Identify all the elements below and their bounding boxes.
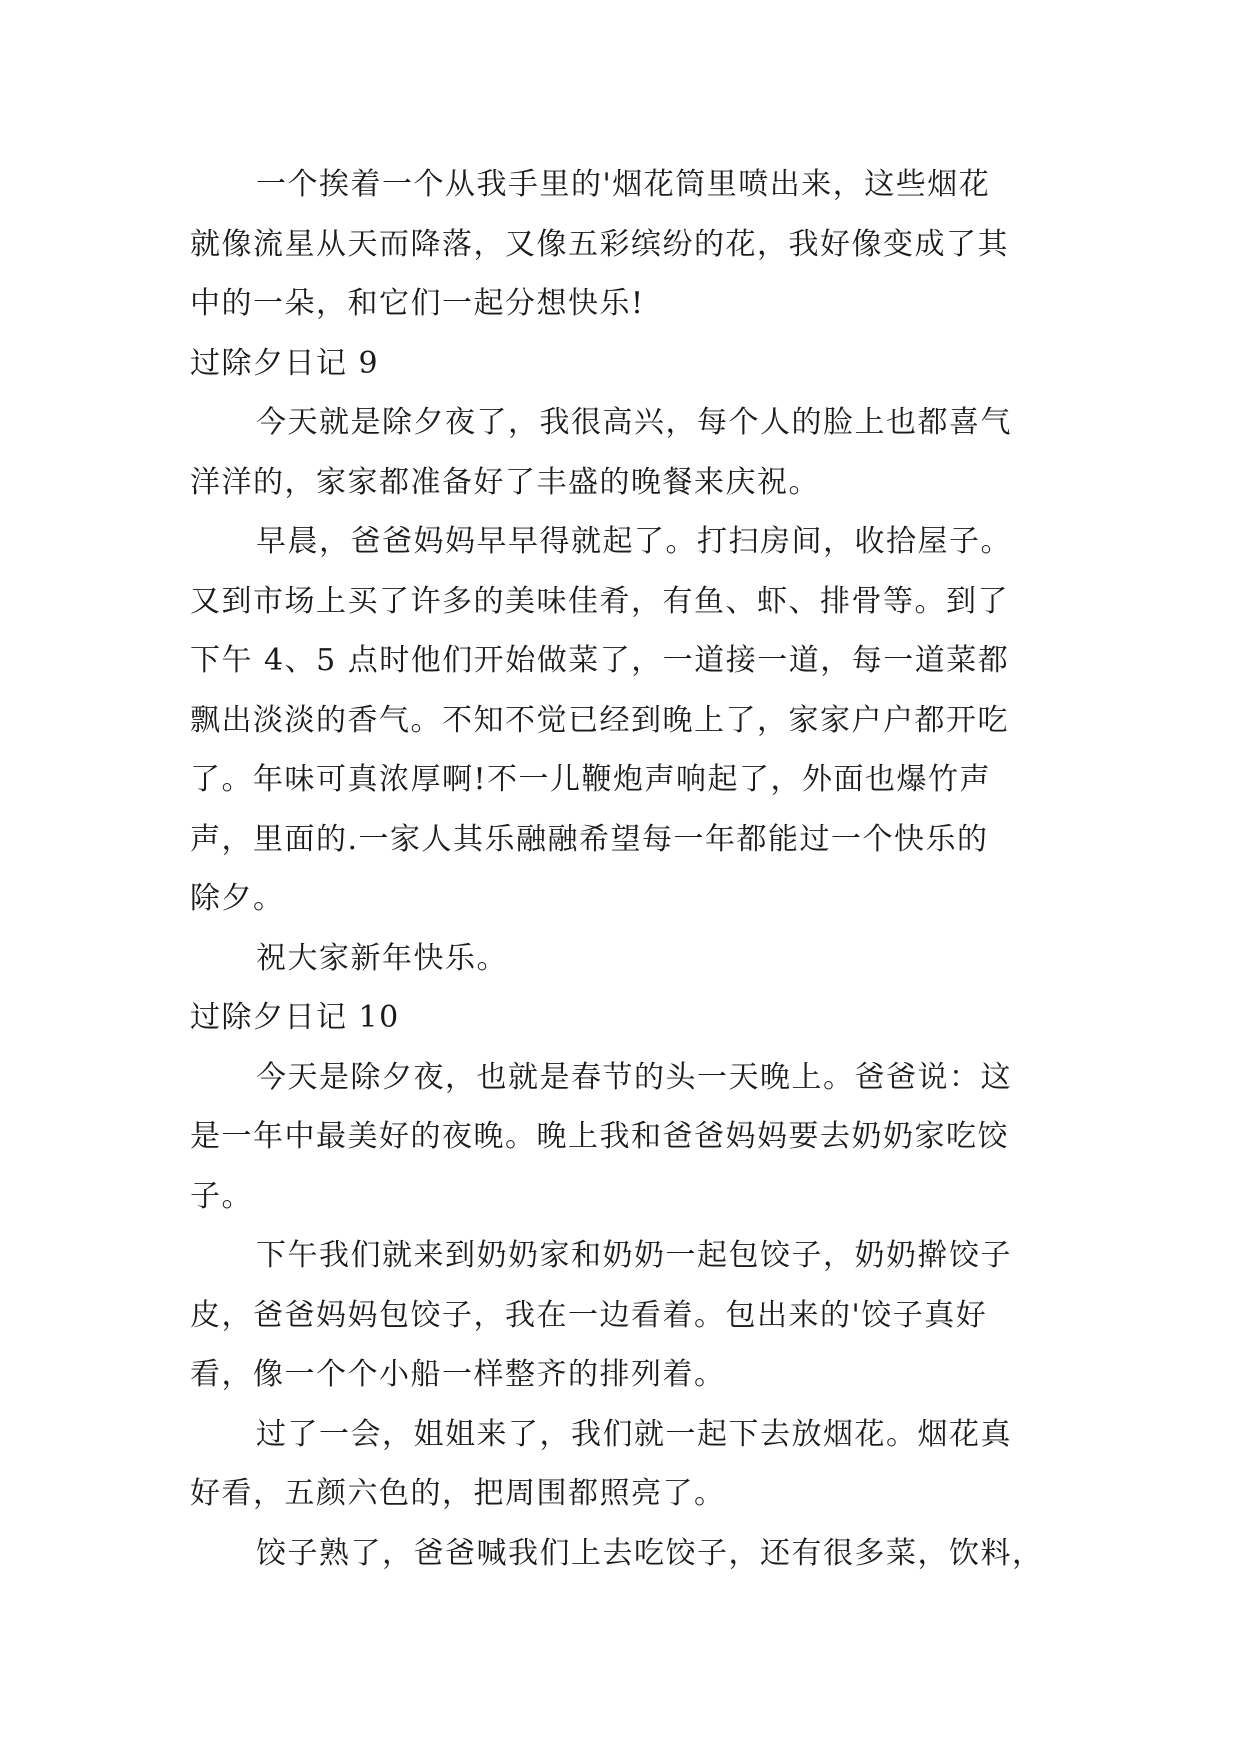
document-body xyxy=(190,155,1080,1583)
text-line: 是一年中最美好的夜晚。晚上我和爸爸妈妈要去奶奶家吃饺 xyxy=(190,1119,1009,1154)
text-line: 中的一朵，和它们一起分想快乐! xyxy=(190,286,645,321)
text-line: 下午 4、5 点时他们开始做菜了，一道接一道，每一道菜都 xyxy=(190,643,1010,678)
paragraph xyxy=(190,155,1080,334)
text-line: 看，像一个个小船一样整齐的排列着。 xyxy=(190,1357,726,1392)
paragraph xyxy=(190,512,1080,929)
section-heading: 过除夕日记 9 xyxy=(190,345,380,381)
paragraph xyxy=(190,393,1080,512)
paragraph xyxy=(190,1226,1080,1405)
text-line: 祝大家新年快乐。 xyxy=(256,940,508,976)
paragraph xyxy=(190,1524,1080,1584)
text-line: 下午我们就来到奶奶家和奶奶一起包饺子，奶奶擀饺子 xyxy=(256,1238,1012,1273)
text-line: 今天就是除夕夜了，我很高兴，每个人的脸上也都喜气 xyxy=(256,405,1012,440)
paragraph xyxy=(190,929,1080,989)
text-line: 子。 xyxy=(190,1178,253,1214)
text-line: 一个挨着一个从我手里的'烟花筒里喷出来，这些烟花 xyxy=(256,167,991,202)
text-line: 又到市场上买了许多的美味佳肴，有鱼、虾、排骨等。到了 xyxy=(190,583,1009,619)
text-line: 今天是除夕夜，也就是春节的头一天晚上。爸爸说：这 xyxy=(256,1059,1012,1095)
text-line: 早晨，爸爸妈妈早早得就起了。打扫房间，收拾屋子。 xyxy=(256,524,1012,559)
text-line: 皮，爸爸妈妈包饺子，我在一边看着。包出来的'饺子真好 xyxy=(190,1297,988,1333)
text-line: 就像流星从天而降落，又像五彩缤纷的花，我好像变成了其 xyxy=(190,226,1009,262)
text-line: 除夕。 xyxy=(190,881,285,916)
text-line: 飘出淡淡的香气。不知不觉已经到晚上了，家家户户都开吃 xyxy=(190,702,1009,738)
text-line: 了。年味可真浓厚啊!不一儿鞭炮声响起了，外面也爆竹声 xyxy=(190,762,992,797)
text-line: 声，里面的.一家人其乐融融希望每一年都能过一个快乐的 xyxy=(190,821,989,857)
paragraph xyxy=(190,1048,1080,1227)
text-line: 饺子熟了，爸爸喊我们上去吃饺子，还有很多菜，饮料， xyxy=(256,1535,1044,1571)
text-line: 好看，五颜六色的，把周围都照亮了。 xyxy=(190,1476,726,1511)
text-line: 洋洋的，家家都准备好了丰盛的晚餐来庆祝。 xyxy=(190,464,820,500)
text-line: 过了一会，姐姐来了，我们就一起下去放烟花。烟花真 xyxy=(256,1416,1012,1452)
paragraph xyxy=(190,1405,1080,1524)
section-heading: 过除夕日记 10 xyxy=(190,1000,400,1035)
